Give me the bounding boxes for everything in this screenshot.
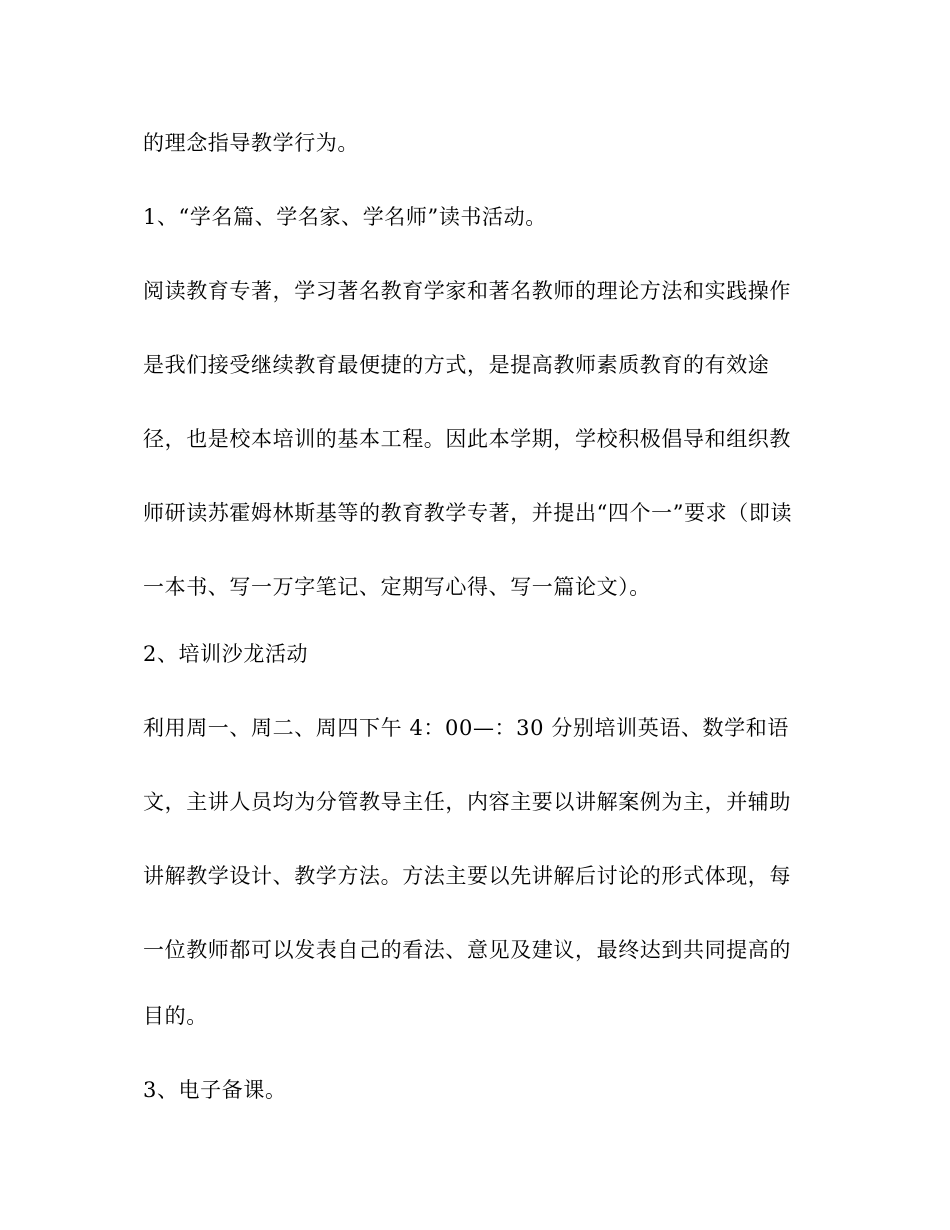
text-line: 的理念指导教学行为。 bbox=[143, 131, 359, 155]
text-line: 目的。 bbox=[143, 1004, 208, 1028]
text-line: 一位教师都可以发表自己的看法、意见及建议，最终达到共同提高的 bbox=[143, 938, 791, 962]
text-line: 文，主讲人员均为分管教导主任，内容主要以讲解案例为主，并辅助 bbox=[143, 790, 791, 814]
text-line: 利用周一、周二、周四下午 4：00—：30 分别培训英语、数学和语 bbox=[143, 716, 789, 740]
text-line: 讲解教学设计、教学方法。方法主要以先讲解后讨论的形式体现，每 bbox=[143, 864, 791, 888]
section-heading-e-lesson: 3、电子备课。 bbox=[143, 1078, 287, 1102]
section-heading-reading: 1、“学名篇、学名家、学名师”读书活动。 bbox=[143, 205, 547, 229]
text-line: 径，也是校本培训的基本工程。因此本学期，学校积极倡导和组织教 bbox=[143, 427, 791, 451]
text-line: 是我们接受继续教育最便捷的方式，是提高教师素质教育的有效途 bbox=[143, 353, 770, 377]
section-heading-salon: 2、培训沙龙活动 bbox=[143, 642, 309, 666]
text-line: 一本书、写一万字笔记、定期写心得、写一篇论文）。 bbox=[143, 575, 651, 599]
text-line: 阅读教育专著，学习著名教育学家和著名教师的理论方法和实践操作 bbox=[143, 279, 791, 303]
text-line: 师研读苏霍姆林斯基等的教育教学专著，并提出“四个一”要求（即读 bbox=[143, 501, 793, 525]
